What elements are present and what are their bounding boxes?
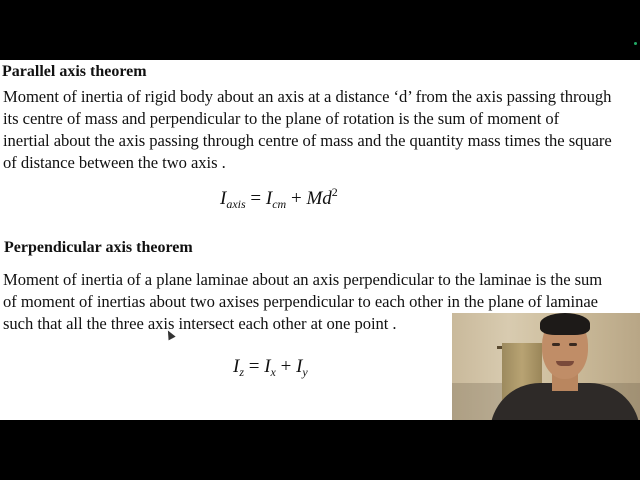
presenter-webcam-feed <box>452 313 640 420</box>
presenter-eye-left <box>552 343 560 346</box>
eq1-plus: + <box>290 188 302 209</box>
perpendicular-axis-heading: Perpendicular axis theorem <box>4 239 193 256</box>
presenter-smile <box>556 361 574 366</box>
eq2-lhs-symbol: I <box>233 356 240 377</box>
perpendicular-line-1: Moment of inertia of a plane laminae about an axis perpendicular to the laminae is the sum <box>3 270 603 289</box>
eq1-term1-symbol: I <box>265 188 273 209</box>
perpendicular-line-3: such that all the three axis intersect each other at one point . <box>3 314 397 333</box>
parallel-line-4: of distance between the two axis . <box>3 153 226 172</box>
eq1-term2: Md <box>306 188 332 209</box>
eq1-lhs-symbol: I <box>220 188 227 209</box>
eq2-term2-symbol: I <box>296 356 303 377</box>
eq1-lhs-sub: axis <box>226 197 246 211</box>
parallel-line-2: its centre of mass and perpendicular to the plane of rotation is the sum of moment of <box>3 109 560 128</box>
parallel-axis-equation <box>220 185 338 211</box>
parallel-line-1: Moment of inertia of rigid body about an axis at a distance ‘d’ from the axis passing through <box>3 87 612 106</box>
parallel-axis-heading: Parallel axis theorem <box>2 63 147 80</box>
perpendicular-line-2: of moment of inertias about two axises perpendicular to each other in the plane of laminae <box>3 292 598 311</box>
eq1-equals: = <box>250 188 262 209</box>
eq1-term2-sup: 2 <box>331 185 338 199</box>
indicator-dot <box>634 42 637 45</box>
eq2-equals: = <box>248 356 260 377</box>
presenter-eye-right <box>569 343 577 346</box>
eq2-term2-sub: y <box>302 365 308 379</box>
eq2-plus: + <box>280 356 292 377</box>
eq1-term1-sub: cm <box>272 197 287 211</box>
eq2-term1-symbol: I <box>264 356 271 377</box>
presenter-hair <box>540 313 590 335</box>
eq2-lhs-sub: z <box>239 365 244 379</box>
perpendicular-axis-equation <box>233 356 308 378</box>
parallel-line-3: inertial about the axis passing through centre of mass and the quantity mass times the square <box>3 131 612 150</box>
eq2-term1-sub: x <box>270 365 276 379</box>
